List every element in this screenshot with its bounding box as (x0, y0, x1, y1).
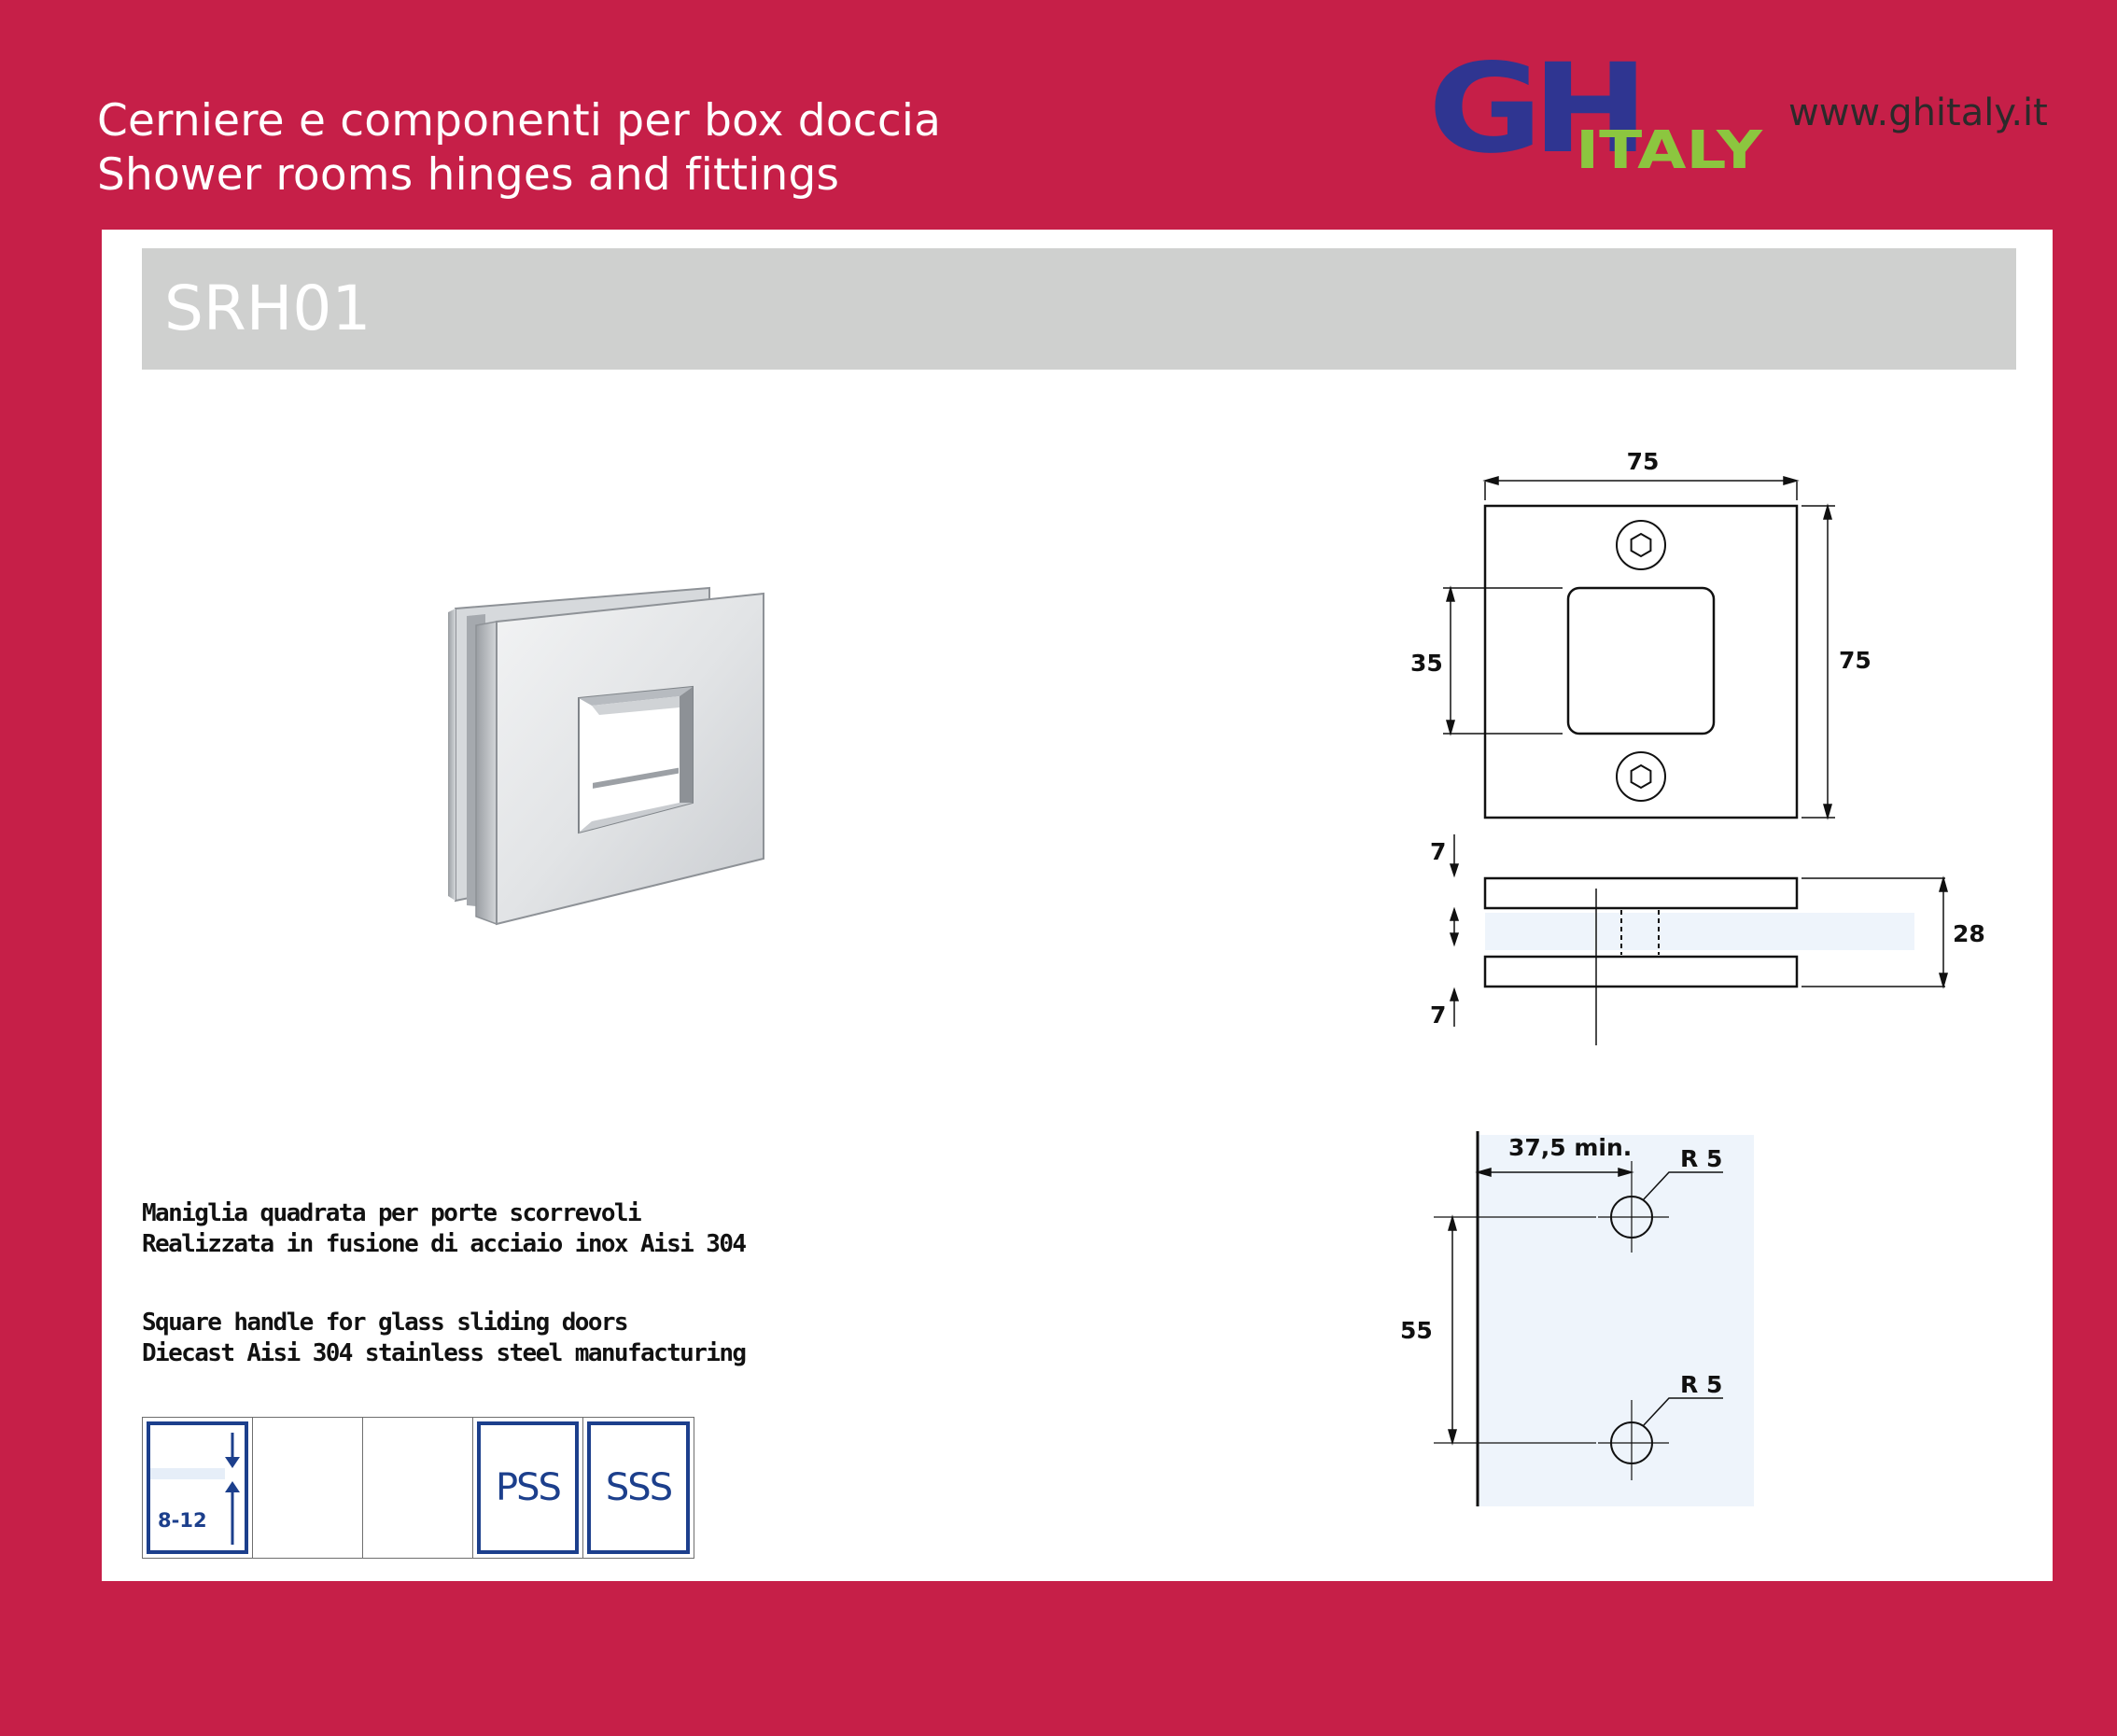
gh-italy-logo (1428, 49, 1774, 179)
product-code: SRH01 (164, 273, 372, 344)
header-title-italian: Cerniere e componenti per box doccia (97, 95, 942, 147)
screw-bottom (1617, 752, 1665, 801)
dim-width: 75 (1626, 448, 1660, 475)
dim-hole-spacing: 55 (1400, 1317, 1433, 1344)
description-en-line2: Diecast Aisi 304 stainless steel manufacturing (142, 1339, 746, 1367)
description-it-line1: Maniglia quadrata per porte scorrevoli (142, 1199, 641, 1227)
empty-icon-cell-2 (363, 1418, 473, 1558)
pss-label: PSS (496, 1466, 560, 1509)
glass-thickness-icon (147, 1421, 248, 1554)
empty-icon-cell-1 (253, 1418, 363, 1558)
dim-plate-top: 7 (1430, 838, 1447, 865)
dim-depth: 28 (1953, 920, 1985, 947)
sss-badge (587, 1421, 690, 1554)
dim-plate-bottom: 7 (1430, 1001, 1447, 1029)
front-view-outline (1485, 506, 1797, 818)
description-it-line2: Realizzata in fusione di acciaio inox Aisi 304 (142, 1230, 746, 1258)
product-image (439, 569, 784, 933)
side-plate-top (1485, 878, 1797, 908)
dim-opening: 35 (1410, 650, 1443, 677)
dim-edge-distance: 37,5 min. (1508, 1134, 1633, 1161)
logo-italy-text: ITALY (1576, 120, 1764, 179)
sss-cell (583, 1418, 694, 1558)
drilling-diagram (1372, 1120, 1802, 1512)
website-link[interactable]: www.ghitaly.it (1788, 91, 2048, 134)
screw-top (1617, 521, 1665, 569)
dim-height: 75 (1839, 647, 1872, 674)
technical-drawing (1372, 429, 2007, 1064)
glass-thickness-cell (143, 1418, 253, 1558)
pss-cell (473, 1418, 583, 1558)
glass-panel (1478, 1135, 1754, 1506)
logo-gh-text: GH (1428, 49, 1638, 179)
sss-label: SSS (605, 1466, 672, 1509)
dim-hole-radius-top: R 5 (1680, 1145, 1723, 1172)
front-view-opening (1568, 588, 1714, 734)
dim-hole-radius-bottom: R 5 (1680, 1371, 1723, 1398)
glass-thickness-label: 8-12 (158, 1509, 207, 1532)
feature-icons-strip (142, 1417, 694, 1559)
description-en-line1: Square handle for glass sliding doors (142, 1309, 627, 1337)
header-title-english: Shower rooms hinges and fittings (97, 149, 840, 201)
side-plate-bottom (1485, 957, 1797, 987)
glass-section (1485, 913, 1914, 950)
product-title-bar (142, 248, 2016, 370)
pss-badge (477, 1421, 579, 1554)
